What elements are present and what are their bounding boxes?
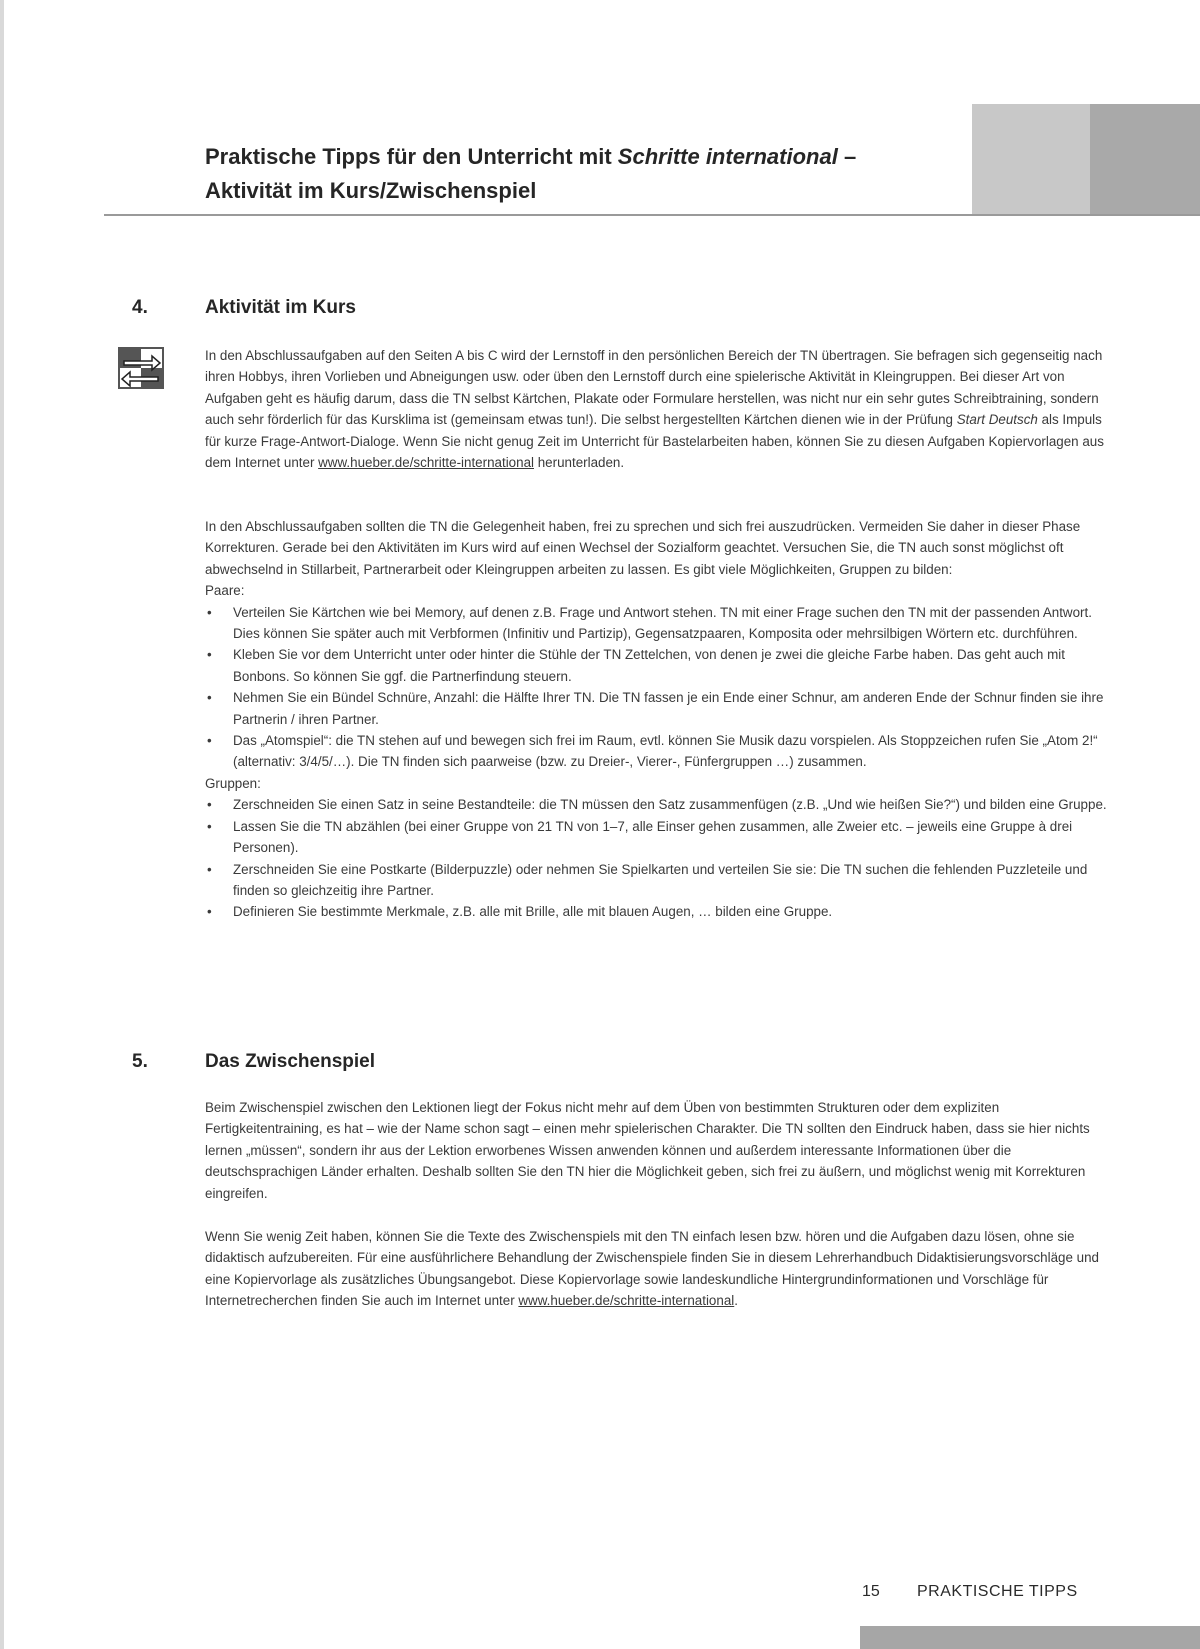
footer-label: PRAKTISCHE TIPPS — [917, 1583, 1078, 1600]
section-4-title: Aktivität im Kurs — [205, 297, 356, 318]
paragraph-text: als Impuls für kurze Frage-Antwort-Dialoge. Wenn Sie nicht genug Zeit im Unterricht für Bastelarbeiten haben, können Sie zu diesen Aufgaben Kopiervorlagen aus dem Internet unter — [205, 412, 1104, 471]
page-number: 15 — [862, 1583, 880, 1600]
header-title-line2: Aktivität im Kurs/Zwischenspiel — [205, 178, 537, 203]
section-5-paragraph-2 — [205, 1226, 1115, 1312]
groups-list — [205, 794, 1115, 922]
section-5-number: 5. — [132, 1051, 148, 1072]
section-4-paragraph-1 — [205, 345, 1115, 473]
pairs-list — [205, 602, 1115, 773]
header-title-part1: Praktische Tipps für den Unterricht mit — [205, 144, 618, 169]
paragraph-text: . — [734, 1293, 738, 1309]
section-4-intro — [205, 345, 1115, 473]
exam-name: Start Deutsch — [956, 412, 1038, 428]
pairs-label: Paare: — [205, 583, 245, 599]
paragraph-text: In den Abschlussaufgaben auf den Seiten A bis C wird der Lernstoff in den persönlichen Bereich der TN übertragen. Sie befragen sich gegenseitig nach ihren Hobbys, ihren Vorlieben und Abneigungen usw. oder üben den Lernstoff durch eine spielerische Aktivität in Kleingruppen. Bei dieser Art von Aufgaben geht es häufig darum, dass die TN selbst Kärtchen, Plakate oder Formulare herstellen, was nicht nur ein sehr gutes Schreibtraining, sondern auch sehr förderlich für das Kursklima ist (gemeinsam etwas tun!). Die selbst hergestellten Kärtchen dienen wie in der Prüfung — [205, 348, 1103, 428]
paragraph-text: Wenn Sie wenig Zeit haben, können Sie die Texte des Zwischenspiels mit den TN einfach lesen bzw. hören und die Aufgaben dazu lösen, ohne sie didaktisch aufzubereiten. Für eine ausführlichere Behandlung der Zwischenspiele finden Sie in diesem Lehrerhandbuch Didaktisierungsvorschläge und eine Kopiervorlage als zusätzliches Übungsangebot. Diese Kopiervorlage sowie landeskundliche Hintergrundinformationen und Vorschläge für Internetrecherchen finden Sie auch im Internet unter — [205, 1229, 1099, 1309]
header-gray-block-dark — [1090, 104, 1200, 216]
activity-arrows-icon — [118, 347, 164, 389]
section-4-number: 4. — [132, 297, 148, 318]
list-item: • Verteilen Sie Kärtchen wie bei Memory, auf denen z.B. Frage und Antwort stehen. TN mit einer Frage suchen den TN mit der passenden Antwort. Dies können Sie später auch mit Verbformen (Infinitiv und Partizip), Gegensatzpaaren, Komposita oder mehrsilbigen Wörtern etc. durchführen. — [205, 602, 1115, 645]
header-title-part2: – — [837, 144, 857, 169]
paragraph-text: Beim Zwischenspiel zwischen den Lektionen liegt der Fokus nicht mehr auf dem Üben von bestimmten Strukturen oder dem expliziten Fertigkeitentraining, es hat – wie der Name schon sagt – einen mehr spielerischen Charakter. Die TN sollten den Eindruck haben, dass sie hier nichts lernen „müssen“, sondern ihr aus der Lektion erworbenes Wissen anwenden können und außerdem interessante Informationen über die deutschsprachigen Länder erhalten. Deshalb sollten Sie den TN hier die Möglichkeit geben, sich frei zu äußern, und möglichst wenig mit Korrekturen eingreifen. — [205, 1100, 1090, 1201]
header-divider — [104, 214, 1200, 216]
page-edge-strip — [0, 0, 4, 1649]
list-item: • Das „Atomspiel“: die TN stehen auf und bewegen sich frei im Raum, evtl. können Sie Musik dazu vorspielen. Als Stoppzeichen rufen Sie „Atom 2!“ (alternativ: 3/4/5/…). Die TN finden sich paarweise (bzw. zu Dreier-, Vierer-, Fünfergruppen …) zusammen. — [205, 730, 1115, 773]
list-item: • Zerschneiden Sie einen Satz in seine Bestandteile: die TN müssen den Satz zusammenfügen (z.B. „Und wie heißen Sie?“) und bilden eine Gruppe. — [205, 794, 1115, 815]
section-5-paragraph-1 — [205, 1097, 1115, 1204]
list-item: • Lassen Sie die TN abzählen (bei einer Gruppe von 21 TN von 1–7, alle Einser gehen zusammen, alle Zweier etc. – jeweils eine Gruppe à drei Personen). — [205, 816, 1115, 859]
groups-label: Gruppen: — [205, 775, 261, 791]
hueber-link[interactable]: www.hueber.de/schritte-international — [318, 455, 534, 471]
section-4-methods — [205, 516, 1115, 923]
header-title-italic: Schritte international — [617, 144, 838, 169]
header-gray-block-light — [972, 104, 1090, 216]
paragraph-text: herunterladen. — [534, 455, 625, 471]
hueber-link[interactable]: www.hueber.de/schritte-international — [518, 1293, 735, 1309]
list-item: • Definieren Sie bestimmte Merkmale, z.B. alle mit Brille, alle mit blauen Augen, … bilden eine Gruppe. — [205, 901, 1115, 922]
section-5-title: Das Zwischenspiel — [205, 1051, 376, 1072]
footer-gray-bar — [860, 1626, 1200, 1649]
list-item: • Zerschneiden Sie eine Postkarte (Bilderpuzzle) oder nehmen Sie Spielkarten und verteilen Sie sie: Die TN suchen die fehlenden Puzzleteile und finden so gleichzeitig ihre Partner. — [205, 859, 1115, 902]
list-item: • Kleben Sie vor dem Unterricht unter oder hinter die Stühle der TN Zettelchen, von denen je zwei die gleiche Farbe haben. Das geht auch mit Bonbons. So können Sie ggf. die Partnerfindung steuern. — [205, 644, 1115, 687]
page-header-title — [205, 140, 965, 208]
list-item: • Nehmen Sie ein Bündel Schnüre, Anzahl: die Hälfte Ihrer TN. Die TN fassen je ein Ende einer Schnur, am anderen Ende der Schnur finden sie ihre Partnerin / ihren Partner. — [205, 687, 1115, 730]
section-4-paragraph-2: In den Abschlussaufgaben sollten die TN die Gelegenheit haben, frei zu sprechen und sich frei auszudrücken. Vermeiden Sie daher in dieser Phase Korrekturen. Gerade bei den Aktivitäten im Kurs wird auf einen Wechsel der Sozialform geachtet. Versuchen Sie, die TN auch sonst möglichst oft abwechselnd in Stillarbeit, Partnerarbeit oder Kleingruppen arbeiten zu lassen. Es gibt viele Möglichkeiten, Gruppen zu bilden: — [205, 519, 1081, 577]
